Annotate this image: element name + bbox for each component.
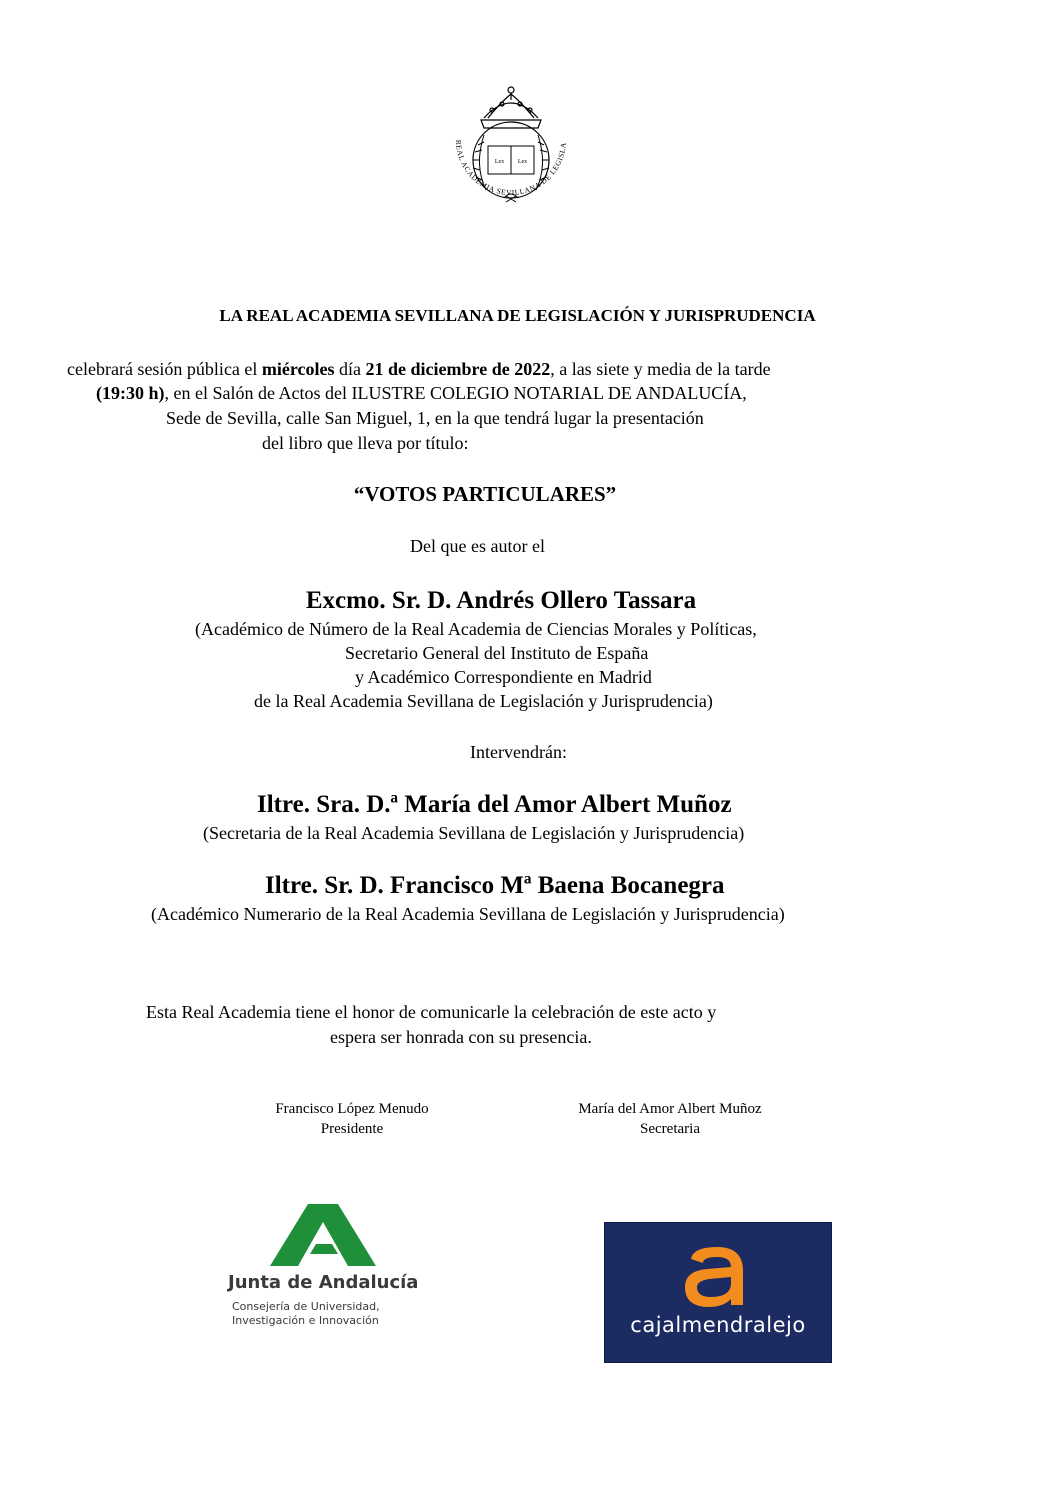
seal-ring-text: REAL ACADEMIA SEVILLANA DE LEGISLA <box>453 139 569 198</box>
speaker-1-role: (Secretaria de la Real Academia Sevillana de Legislación y Jurisprudencia) <box>203 823 745 843</box>
book-title: “VOTOS PARTICULARES” <box>353 482 617 506</box>
intro-time: (19:30 h) <box>96 383 165 403</box>
seal-book-left: Lex <box>494 159 505 165</box>
speaker-2-name: Iltre. Sr. D. Francisco Mª Baena Bocanegra <box>265 872 725 899</box>
signature-name: Francisco López Menudo <box>275 1101 429 1117</box>
closing-line-2: espera ser honrada con su presencia. <box>330 1027 592 1047</box>
speaker-1-name: Iltre. Sra. D.ª María del Amor Albert Muñoz <box>257 791 732 818</box>
junta-sub-2: Investigación e Innovación <box>232 1314 379 1327</box>
signature-president <box>242 1099 462 1139</box>
junta-andalucia-logo <box>228 1202 418 1332</box>
academy-seal-emblem <box>426 80 596 230</box>
speakers-label: Intervendrán: <box>470 742 567 762</box>
seal-book-right: Lex <box>517 159 528 165</box>
intro-text: , en el Salón de Actos del ILUSTRE COLEGIO NOTARIAL DE ANDALUCÍA, <box>164 383 747 403</box>
author-intro: Del que es autor el <box>410 536 545 556</box>
intro-text: , a las siete y media de la tarde <box>550 359 771 379</box>
signature-name: María del Amor Albert Muñoz <box>578 1101 762 1117</box>
caja-name: cajalmendralejo <box>630 1313 806 1337</box>
junta-name: Junta de Andalucía <box>228 1272 419 1293</box>
academy-seal <box>426 80 596 230</box>
author-detail-2: Secretario General del Instituto de España <box>345 643 649 663</box>
intro-weekday: miércoles <box>261 359 335 379</box>
intro-date: 21 de diciembre de 2022 <box>365 359 551 379</box>
intro-text: celebrará sesión pública el <box>67 359 262 379</box>
intro-line-1 <box>67 359 771 380</box>
signature-title: Presidente <box>320 1121 384 1137</box>
intro-text: día <box>334 359 366 379</box>
junta-logo-mark-icon <box>268 1202 378 1268</box>
junta-sub-1: Consejería de Universidad, <box>232 1300 380 1313</box>
page-heading: LA REAL ACADEMIA SEVILLANA DE LEGISLACIÓN Y JURISPRUDENCIA <box>219 306 816 325</box>
author-name-text: Excmo. Sr. D. Andrés Ollero Tassara <box>305 587 697 614</box>
intro-line-2 <box>96 383 747 404</box>
intro-line-4: del libro que lleva por título: <box>262 433 469 453</box>
author-detail-4: de la Real Academia Sevillana de Legislación y Jurisprudencia) <box>254 691 713 711</box>
author-detail-3: y Académico Correspondiente en Madrid <box>355 667 652 687</box>
signature-secretary <box>550 1099 790 1139</box>
signature-title: Secretaria <box>640 1121 700 1137</box>
caja-logo-mark-icon <box>673 1241 763 1311</box>
svg-text:REAL ACADEMIA SEVILLANA DE LEG <box>426 80 568 197</box>
closing-line-1: Esta Real Academia tiene el honor de comunicarle la celebración de este acto y <box>146 1002 717 1022</box>
cajalmendralejo-logo <box>604 1222 832 1363</box>
author-detail-1: (Académico de Número de la Real Academia de Ciencias Morales y Políticas, <box>195 619 757 639</box>
author-name <box>0 587 1058 615</box>
speaker-2-role: (Académico Numerario de la Real Academia Sevillana de Legislación y Jurisprudencia) <box>151 904 785 924</box>
intro-line-3: Sede de Sevilla, calle San Miguel, 1, en la que tendrá lugar la presentación <box>166 408 704 428</box>
